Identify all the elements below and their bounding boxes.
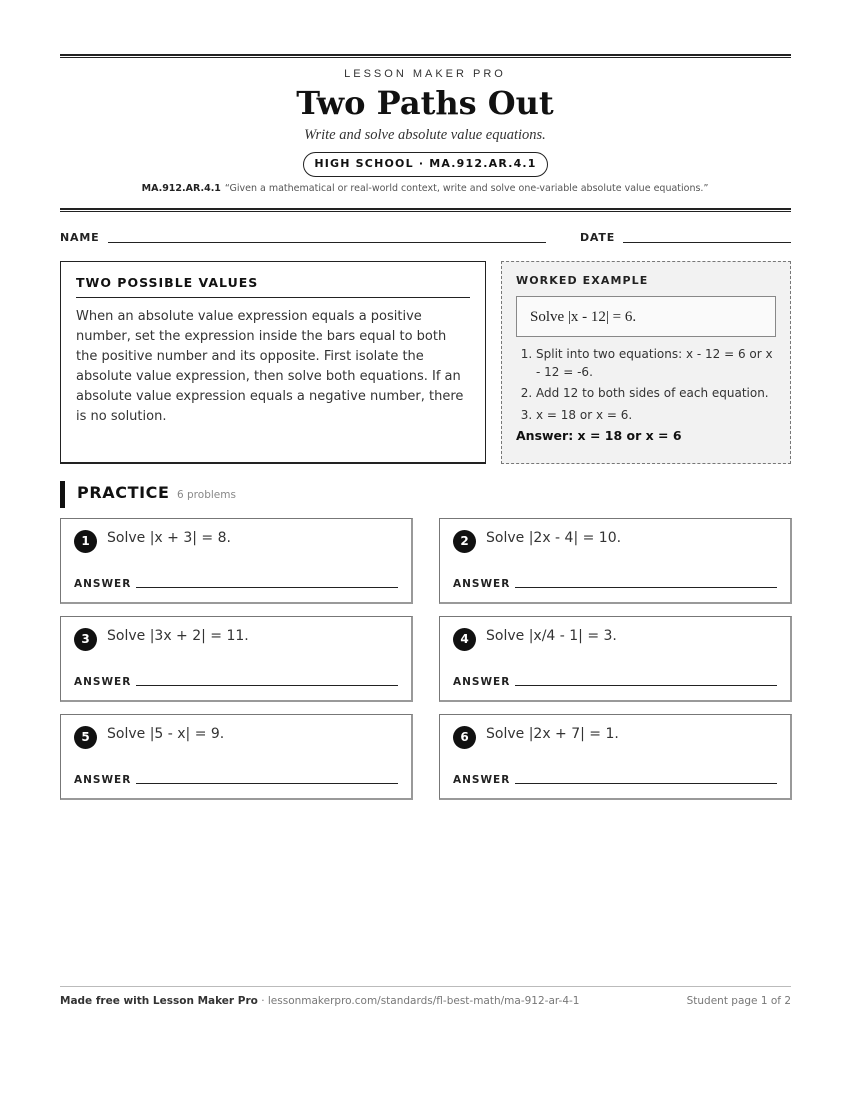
- answer-field[interactable]: [136, 783, 398, 784]
- date-label: DATE: [580, 231, 616, 244]
- problem-prompt: Solve |3x + 2| = 11.: [107, 628, 249, 644]
- page-title: Two Paths Out: [296, 84, 554, 122]
- answer-label: ANSWER: [74, 578, 132, 590]
- problem-prompt: Solve |x/4 - 1| = 3.: [486, 628, 617, 644]
- top-double-rule: [60, 54, 791, 58]
- name-label: NAME: [60, 231, 100, 244]
- footer-made-with: Made free with Lesson Maker Pro: [60, 995, 258, 1007]
- worked-example-step: 1. Split into two equations: x - 12 = 6 or x - 12 = -6.: [536, 346, 776, 381]
- answer-field[interactable]: [136, 587, 398, 588]
- answer-label: ANSWER: [453, 578, 511, 590]
- problem-prompt: Solve |2x - 4| = 10.: [486, 530, 622, 546]
- answer-label: ANSWER: [74, 676, 132, 688]
- header-bottom-double-rule: [60, 208, 791, 212]
- problem-number: 2: [453, 530, 476, 553]
- footer-page-number: Student page 1 of 2: [686, 995, 791, 1007]
- problem-number: 3: [74, 628, 97, 651]
- level-badge: HIGH SCHOOL · MA.912.AR.4.1: [303, 152, 548, 177]
- standard-text: “Given a mathematical or real-world context, write and solve one-variable absolute value equations.”: [224, 183, 709, 194]
- problem-card-4: [439, 616, 792, 702]
- problem-number: 6: [453, 726, 476, 749]
- concept-body: When an absolute value expression equals a positive number, set the expression inside the bars equal to both the positive number and its opposite. First isolate the absolute value expression, then solve both equations. If an absolute value expression equals a negative number, there is no solution.: [76, 309, 464, 424]
- answer-field[interactable]: [515, 783, 777, 784]
- name-field[interactable]: [108, 242, 546, 243]
- answer-label: ANSWER: [453, 676, 511, 688]
- problem-card-2: [439, 518, 792, 604]
- worked-example-step: 3. x = 18 or x = 6.: [536, 407, 776, 425]
- worked-example-box: [501, 261, 791, 464]
- worked-example-steps: [516, 346, 776, 424]
- problem-number: 4: [453, 628, 476, 651]
- problem-card-3: [60, 616, 413, 702]
- answer-field[interactable]: [515, 587, 777, 588]
- practice-accent-bar: [60, 481, 65, 508]
- worked-example-heading: WORKED EXAMPLE: [516, 274, 649, 287]
- problem-prompt: Solve |x + 3| = 8.: [107, 530, 231, 546]
- answer-field[interactable]: [136, 685, 398, 686]
- answer-field[interactable]: [515, 685, 777, 686]
- problem-card-1: [60, 518, 413, 604]
- problem-card-6: [439, 714, 792, 800]
- problem-card-5: [60, 714, 413, 800]
- standard-code: MA.912.AR.4.1: [141, 183, 221, 194]
- concept-heading: TWO POSSIBLE VALUES: [76, 275, 470, 298]
- problem-prompt: Solve |5 - x| = 9.: [107, 726, 225, 742]
- practice-heading: PRACTICE: [77, 483, 170, 502]
- answer-label: ANSWER: [74, 774, 132, 786]
- worked-example-problem: Solve |x - 12| = 6.: [516, 296, 776, 337]
- standard-description: [0, 183, 850, 194]
- problem-number: 5: [74, 726, 97, 749]
- date-field[interactable]: [623, 242, 791, 243]
- footer-rule: [60, 986, 791, 987]
- answer-label: ANSWER: [453, 774, 511, 786]
- practice-count: 6 problems: [177, 489, 236, 501]
- worked-example-step: 2. Add 12 to both sides of each equation.: [536, 385, 776, 403]
- footer-credit: [60, 995, 579, 1007]
- concept-box: [60, 261, 486, 464]
- page-subtitle: Write and solve absolute value equations.: [304, 127, 546, 143]
- brand-name: LESSON MAKER PRO: [344, 68, 506, 80]
- problem-prompt: Solve |2x + 7| = 1.: [486, 726, 619, 742]
- worked-example-answer: Answer: x = 18 or x = 6: [516, 428, 682, 443]
- footer-url[interactable]: · lessonmakerpro.com/standards/fl-best-math/ma-912-ar-4-1: [257, 995, 580, 1007]
- problem-number: 1: [74, 530, 97, 553]
